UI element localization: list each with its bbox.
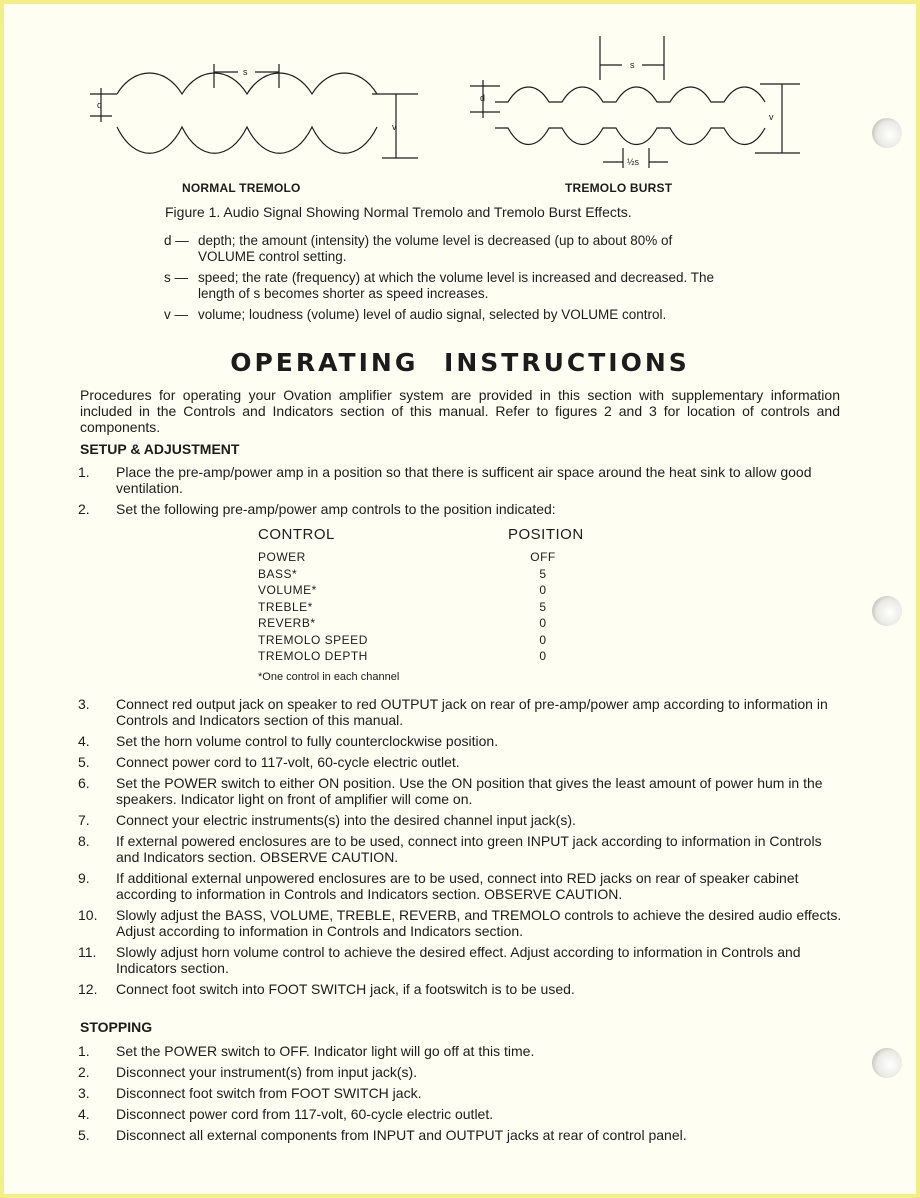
volume-mark: v <box>392 122 397 132</box>
definition-key: d — <box>164 233 189 248</box>
tremolo-burst-label: TREMOLO BURST <box>565 181 673 195</box>
list-item <box>76 733 842 749</box>
binder-hole <box>872 596 902 626</box>
step-number: 11. <box>78 944 97 960</box>
list-item <box>76 812 842 828</box>
step-number: 1. <box>78 464 90 480</box>
step-number: 2. <box>78 501 90 517</box>
definition-text: speed; the rate (frequency) at which the volume level is increased and decreased. The length of s becomes shorter as speed increases. <box>198 270 715 301</box>
intro-paragraph: Procedures for operating your Ovation amplifier system are provided in this section with supplementary information included in the Controls and Indicators section of this manual. Refer to figures 2 and 3 for location of controls and components. <box>80 387 840 435</box>
step-text: Connect red output jack on speaker to red OUTPUT jack on rear of pre-amp/power amp according to information in Controls and Indicators section of this manual. <box>116 696 828 728</box>
step-number: 4. <box>78 1106 90 1122</box>
half-speed-mark: ½s <box>627 157 640 167</box>
definitions-list <box>164 233 724 328</box>
step-number: 10. <box>78 907 98 923</box>
speed-mark: s <box>243 67 248 77</box>
list-item <box>76 870 842 902</box>
list-item <box>76 1043 842 1059</box>
step-text: If external powered enclosures are to be used, connect into green INPUT jack according to information in Controls and Indicators section. OBSERVE CAUTION. <box>116 833 822 865</box>
control-position: 0 <box>539 583 547 597</box>
control-name: BASS* <box>258 566 298 581</box>
volume-mark: v <box>769 112 774 122</box>
section-heading: OPERATING INSTRUCTIONS <box>230 348 690 377</box>
control-name: TREMOLO DEPTH <box>258 649 368 663</box>
control-position: 5 <box>539 599 547 614</box>
stopping-title: STOPPING <box>80 1019 153 1035</box>
step-number: 1. <box>78 1043 90 1059</box>
control-name: POWER <box>258 550 306 564</box>
normal-tremolo-label: NORMAL TREMOLO <box>182 181 301 195</box>
list-item <box>76 1127 842 1143</box>
step-text: Set the POWER switch to OFF. Indicator light will go off at this time. <box>116 1043 535 1059</box>
step-number: 9. <box>78 870 90 886</box>
step-text: Connect foot switch into FOOT SWITCH jack, if a footswitch is to be used. <box>116 981 575 997</box>
normal-tremolo-diagram <box>90 64 418 158</box>
control-position: OFF <box>530 550 556 564</box>
table-row <box>258 549 598 566</box>
list-item <box>76 907 842 939</box>
table-row <box>258 615 598 632</box>
step-text: Set the following pre-amp/power amp controls to the position indicated: <box>116 501 556 517</box>
control-position: 0 <box>539 649 547 663</box>
step-number: 5. <box>78 1127 90 1143</box>
list-item <box>76 833 842 865</box>
table-row <box>258 599 598 616</box>
table-row <box>258 566 598 583</box>
table-row <box>258 632 598 649</box>
step-number: 4. <box>78 733 90 749</box>
step-number: 2. <box>78 1064 90 1080</box>
step-text: Place the pre-amp/power amp in a position so that there is sufficent air space around the heat sink to allow good ventilation. <box>116 464 812 496</box>
list-item <box>76 1064 842 1080</box>
list-item <box>76 696 842 728</box>
position-column-header: POSITION <box>508 526 584 543</box>
list-item <box>76 1085 842 1101</box>
definition-text: depth; the amount (intensity) the volume level is decreased (up to about 80% of VOLUME control setting. <box>198 233 673 264</box>
step-number: 8. <box>78 833 90 849</box>
control-name: TREBLE* <box>258 599 313 614</box>
tremolo-burst-diagram <box>470 36 800 168</box>
list-item <box>76 501 842 517</box>
tremolo-figure <box>0 0 920 200</box>
list-item <box>76 775 842 807</box>
definition-key: v — <box>164 307 189 322</box>
control-name: REVERB* <box>258 616 316 630</box>
table-footnote: *One control in each channel <box>258 670 400 683</box>
step-number: 12. <box>78 981 98 997</box>
step-number: 3. <box>78 1085 90 1101</box>
step-text: Disconnect foot switch from FOOT SWITCH jack. <box>116 1085 422 1101</box>
step-text: Set the horn volume control to fully counterclockwise position. <box>116 733 499 749</box>
setup-steps-b <box>76 696 842 1002</box>
table-row <box>258 582 598 599</box>
table-header <box>258 526 598 543</box>
control-name: VOLUME* <box>258 583 317 597</box>
list-item <box>76 1106 842 1122</box>
control-position: 0 <box>539 616 547 630</box>
list-item <box>76 944 842 976</box>
figure-caption: Figure 1. Audio Signal Showing Normal Tremolo and Tremolo Burst Effects. <box>165 204 632 220</box>
setup-title: SETUP & ADJUSTMENT <box>80 441 240 457</box>
stopping-steps <box>76 1043 842 1148</box>
setup-steps-a <box>76 464 842 522</box>
binder-hole <box>872 1048 902 1078</box>
step-number: 6. <box>78 775 90 791</box>
definition-item <box>164 233 724 265</box>
step-number: 3. <box>78 696 90 712</box>
list-item <box>76 981 842 997</box>
control-column-header: CONTROL <box>258 526 335 543</box>
control-position: 5 <box>539 566 547 581</box>
step-text: Connect your electric instruments(s) into the desired channel input jack(s). <box>116 812 576 828</box>
list-item <box>76 754 842 770</box>
definition-item <box>164 307 724 323</box>
step-text: Slowly adjust the BASS, VOLUME, TREBLE, REVERB, and TREMOLO controls to achieve the desired audio effects. Adjust according to information in Controls and Indicators section. <box>116 907 842 939</box>
list-item <box>76 464 842 496</box>
step-text: Disconnect your instrument(s) from input jack(s). <box>116 1064 418 1080</box>
step-number: 7. <box>78 812 90 828</box>
control-position: 0 <box>539 632 547 647</box>
depth-mark: d <box>480 93 486 103</box>
step-text: Disconnect all external components from INPUT and OUTPUT jacks at rear of control panel. <box>116 1127 687 1143</box>
table-row <box>258 648 598 665</box>
speed-mark: s <box>630 60 635 70</box>
control-position-table <box>258 526 598 683</box>
step-text: Set the POWER switch to either ON position. Use the ON position that gives the least amount of power hum in the speakers. Indicator light on front of amplifier will come on. <box>116 775 823 807</box>
step-text: If additional external unpowered enclosures are to be used, connect into RED jacks on rear of speaker cabinet according to information in Controls and Indicators section. OBSERVE CAUTION. <box>116 870 799 902</box>
step-text: Slowly adjust horn volume control to achieve the desired effect. Adjust according to information in Controls and Indicators section. <box>116 944 801 976</box>
definition-item <box>164 270 724 302</box>
definition-text: volume; loudness (volume) level of audio signal, selected by VOLUME control. <box>198 307 667 322</box>
step-text: Disconnect power cord from 117-volt, 60-cycle electric outlet. <box>116 1106 494 1122</box>
definition-key: s — <box>164 270 189 285</box>
step-text: Connect power cord to 117-volt, 60-cycle electric outlet. <box>116 754 460 770</box>
step-number: 5. <box>78 754 90 770</box>
control-name: TREMOLO SPEED <box>258 632 368 647</box>
depth-mark: d <box>97 100 103 110</box>
